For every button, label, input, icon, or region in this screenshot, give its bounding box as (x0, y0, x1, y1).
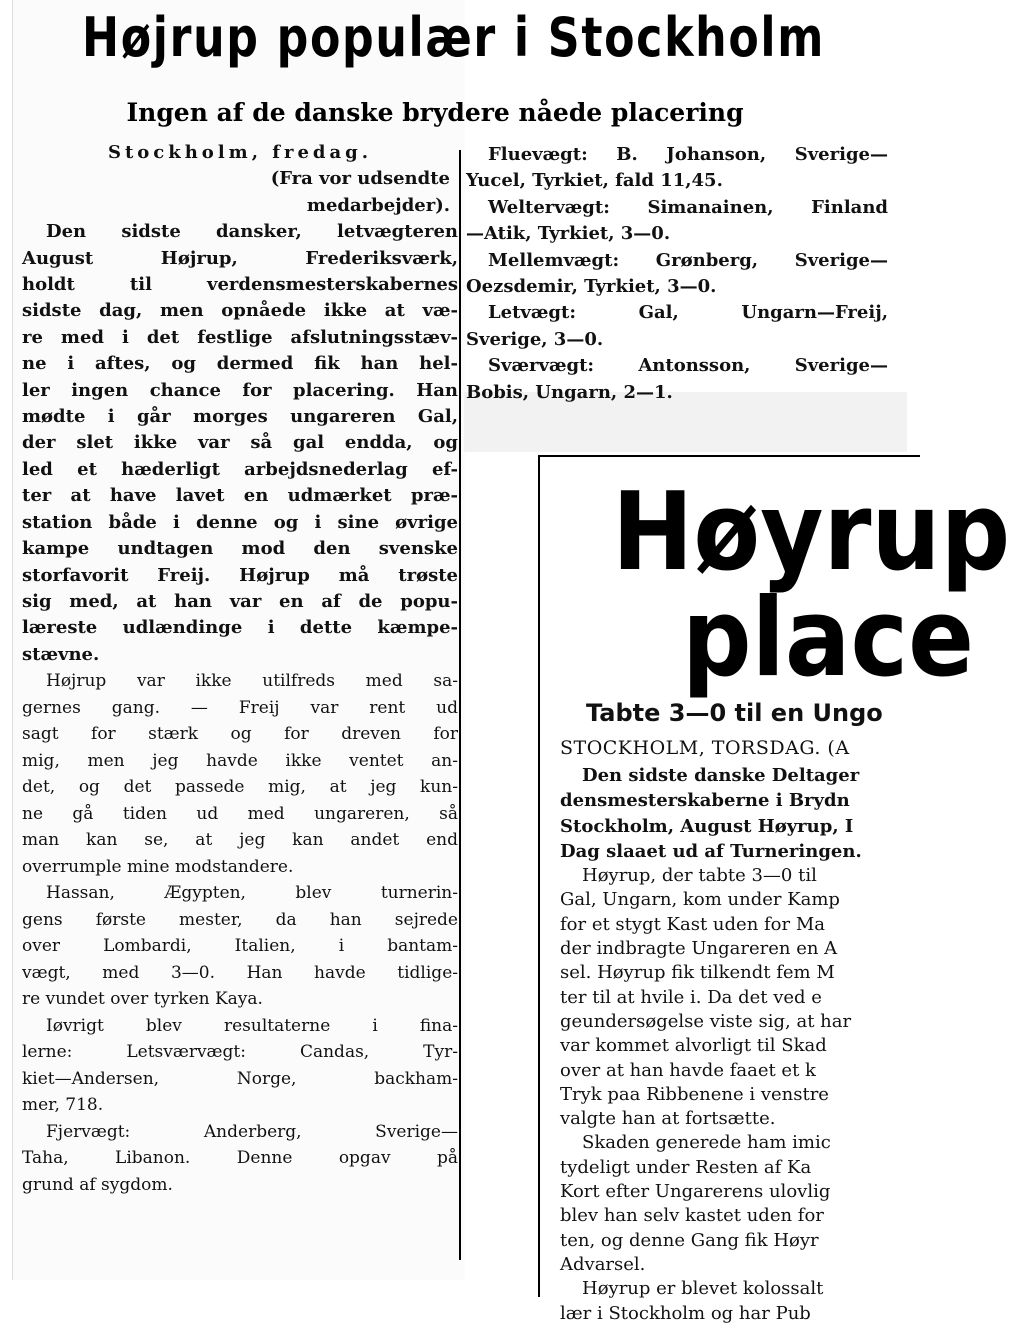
result-line: Letvægt: Gal, Ungarn—Freij, (488, 302, 888, 324)
body-line: ter til at hvile i. Da det ved e (560, 986, 822, 1008)
body-line: lær i Stockholm og har Pub (560, 1302, 811, 1324)
body-line: Hassan, Ægypten, blev turnerin- (46, 883, 458, 904)
result-line: Fluevægt: B. Johanson, Sverige— (488, 144, 888, 165)
body-line: Høyrup er blevet kolossalt (582, 1278, 824, 1300)
body-line: ler ingen chance for placering. Han (22, 379, 458, 401)
body-line: mødte i går morges ungareren Gal, (22, 406, 458, 428)
body-line: storfavorit Freij. Højrup må trøste (22, 564, 458, 586)
results-list (466, 142, 888, 406)
body-line: det, og det passede mig, at jeg kun- (22, 777, 458, 798)
body-line: var kommet alvorligt til Skad (560, 1035, 827, 1057)
body-line: mer, 718. (22, 1095, 104, 1116)
body-line: Gal, Ungarn, kom under Kamp (560, 889, 840, 911)
body-line: blev han selv kastet uden for (560, 1205, 824, 1227)
body-line: Advarsel. (560, 1253, 646, 1275)
body-line: gens første mester, da han sejrede (22, 909, 458, 930)
headline: Højrup populær i Stockholm (82, 6, 825, 69)
body-line: ten, og denne Gang fik Høyr (560, 1229, 819, 1251)
body-line: over at han havde faaet et k (560, 1059, 816, 1081)
body-line: geundersøgelse viste sig, at har (560, 1010, 852, 1032)
body-line: valgte han at fortsætte. (560, 1108, 776, 1130)
body-line: for et stygt Kast uden for Ma (560, 913, 825, 935)
body-line: vægt, med 3—0. Han havde tidlige- (22, 962, 458, 983)
result-line: Oezsdemir, Tyrkiet, 3—0. (466, 276, 717, 298)
body-line: Taha, Libanon. Denne opgav på (22, 1148, 458, 1169)
body-line: sagt for stærk og for dreven for (22, 724, 458, 745)
body-line: sidste dag, men opnåede ikke at væ- (22, 300, 458, 322)
body-line: Skaden generede ham imic (582, 1132, 831, 1154)
result-line: Weltervægt: Simanainen, Finland (488, 196, 888, 218)
article2-body (560, 763, 940, 1326)
body-line: August Højrup, Frederiksværk, (22, 247, 458, 269)
body-line: kampe undtagen mod den svenske (22, 538, 458, 560)
body-line: ne gå tiden ud med ungareren, så (22, 803, 458, 824)
body-line: over Lombardi, Italien, i bantam- (22, 936, 458, 957)
result-line: Yucel, Tyrkiet, fald 11,45. (466, 170, 723, 192)
body-line: Kort efter Ungarerens ulovlig (560, 1181, 831, 1203)
body-line: Den sidste dansker, letvægteren (46, 221, 458, 243)
article1-column2-results (466, 142, 888, 406)
body-line: grund af sygdom. (22, 1174, 173, 1195)
clipping-right (538, 455, 1010, 1324)
body-line: Iøvrigt blev resultaterne i fina- (46, 1015, 458, 1036)
body-line: ter at have lavet en udmærket præ- (22, 485, 458, 507)
article1-body (22, 219, 458, 1198)
body-line: sel. Høyrup fik tilkendt fem M (560, 962, 835, 984)
result-line: Sverige, 3—0. (466, 328, 604, 350)
dateline2: STOCKHOLM, TORSDAG. (A (560, 737, 850, 759)
body-line: Høyrup, der tabte 3—0 til (582, 865, 817, 887)
result-line: —Atik, Tyrkiet, 3—0. (466, 223, 671, 245)
body-line: re vundet over tyrken Kaya. (22, 989, 263, 1010)
result-line: Bobis, Ungarn, 2—1. (466, 381, 673, 403)
column-rule (459, 150, 461, 1260)
headline2-line2: place (682, 576, 975, 701)
body-line: stævne. (22, 643, 100, 665)
body-line: man kan se, at jeg kan andet end (22, 830, 458, 851)
credit-line-2: medarbejder). (306, 194, 450, 216)
lead-line: Den sidste danske Deltager (582, 765, 860, 786)
body-line: læreste udlændinge i dette kæmpe- (22, 617, 458, 639)
body-line: gernes gang. — Freij var rent ud (22, 697, 458, 718)
body-line: Fjervægt: Anderberg, Sverige— (46, 1121, 458, 1142)
body-line: ne i aftes, og dermed fik han hel- (22, 353, 458, 375)
body-line: tydeligt under Resten af Ka (560, 1156, 812, 1178)
body-line: der slet ikke var så gal endda, og (22, 432, 458, 454)
body-line: overrumple mine modstandere. (22, 856, 294, 877)
body-line: Tryk paa Ribbenene i venstre (560, 1083, 829, 1105)
body-line: der indbragte Ungareren en A (560, 938, 838, 960)
subheadline: Ingen af de danske brydere nåede placering (126, 98, 744, 127)
credit-line-1: (Fra vor udsendte (270, 168, 450, 190)
body-line: Højrup var ikke utilfreds med sa- (46, 671, 458, 692)
lead-line: densmesterskaberne i Brydn (560, 790, 850, 812)
dateline: Stockholm, fredag. (107, 142, 373, 163)
body-line: re med i det festlige afslutningsstæv- (22, 326, 458, 348)
body-line: sig med, at han var en af de popu- (22, 590, 458, 612)
result-line: Sværvægt: Antonsson, Sverige— (488, 355, 888, 377)
result-line: Mellemvægt: Grønberg, Sverige— (488, 249, 888, 271)
body-line: station både i denne og i sine øvrige (22, 511, 458, 533)
body-line: lerne: Letsværvægt: Candas, Tyr- (22, 1042, 458, 1063)
body-line: led et hæderligt arbejdsnederlag ef- (22, 458, 458, 480)
lead-line: Dag slaaet ud af Turneringen. (560, 840, 862, 862)
body-line: kiet—Andersen, Norge, backham- (22, 1068, 458, 1089)
lead-line: Stockholm, August Høyrup, I (560, 815, 854, 837)
headline2-line1: Høyrup (612, 470, 1010, 595)
body-line: holdt til verdensmesterskabernes (22, 274, 458, 296)
body-line: mig, men jeg havde ikke ventet an- (22, 750, 458, 771)
article1-column1 (22, 140, 458, 1198)
subheadline2: Tabte 3—0 til en Ungo (586, 699, 883, 727)
